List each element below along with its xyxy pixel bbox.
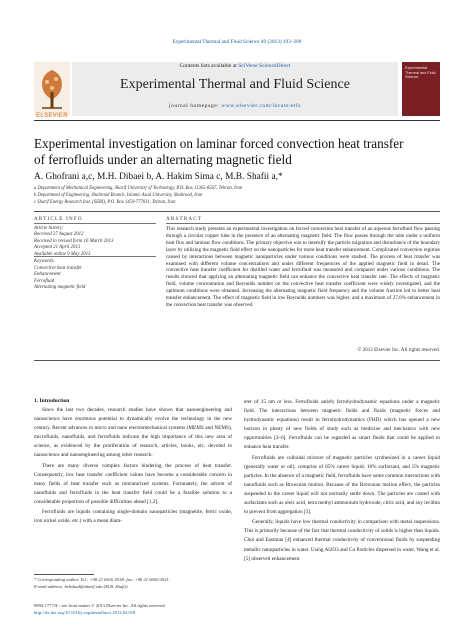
- contents-prefix: Contents lists available at: [179, 63, 239, 69]
- author-list: A. Ghofrani a,c, M.H. Dibaei b, A. Hakim Sima c, M.B. Shafii a,*: [34, 172, 283, 182]
- history-received: Received 27 August 2012: [34, 232, 84, 238]
- homepage-link[interactable]: www.elsevier.com/locate/etfs: [221, 103, 301, 109]
- footnote-corresponding: * Corresponding author. Tel.: +98 21 6616 5538; fax: +98 21 6600 0021.: [34, 577, 170, 582]
- footnote-email: E-mail address: behshad@sharif.edu (M.B. Shafii).: [34, 583, 129, 589]
- homepage-prefix: journal homepage:: [169, 103, 222, 109]
- body-paragraph: There are many diverse complex factors hindering the process of heat transfer. Consequently, low heat transfer coefficient values have become a considerable concern in many fields of heat transfer such as miniaturized systems. Fortunately, the advent of nanofluids and ferrofluids in the heat transfer field could be a feasible solution to a considerable proportion of possible difficulties ahead [1,2].: [34, 462, 232, 505]
- footnotes: [34, 577, 232, 590]
- sciencedirect-link[interactable]: SciVerse ScienceDirect: [238, 63, 291, 69]
- publisher-name: ELSEVIER: [36, 113, 68, 119]
- left-column: [34, 406, 232, 526]
- keyword-item: Convective heat transfer: [34, 266, 83, 271]
- affiliation-divider: [34, 211, 440, 212]
- affiliations: [34, 186, 440, 206]
- affiliation-b: b Department of Engineering, Shahrood Branch, Islamic Azad University, Shahrood, Iran: [34, 192, 203, 198]
- article-info-rule: [34, 223, 156, 224]
- keywords-label: Keywords:: [34, 259, 56, 264]
- journal-homepage: [72, 103, 398, 109]
- article-title: [34, 136, 440, 167]
- keyword-item: Ferrofluid: [34, 278, 55, 284]
- elsevier-logo: [34, 62, 70, 116]
- section-heading-introduction: 1. Introduction: [34, 398, 70, 404]
- history-label: Article history:: [34, 226, 64, 231]
- history-accepted: Accepted 21 April 2013: [34, 245, 81, 251]
- body-paragraph: Since the last two decades, research studies have shown that nanoengineering and nanoscience have enormous potential to dynamically evolve the technology in the new century. Recent advances in micro and nano electromechanical systems (MEMS and NEMS), microfluids, nanofluids, and ferrofluids indicate the high importance of this new area of science, as evidenced by the proliferation of research, articles, books, etc. devoted to nanoscience and nanoengineering among other research.: [34, 407, 232, 459]
- footnote-rule: [34, 574, 94, 575]
- doi-link[interactable]: http://dx.doi.org/10.1016/j.expthermflusci.2013.04.018: [34, 609, 136, 615]
- body-paragraph: Ferrofluids are liquids containing single-domain nanoparticles (magnetite, ferric oxide, iron nickel oxide, etc.) with a mean diam-: [34, 509, 232, 525]
- body-paragraph: eter of 15 nm or less. Ferrofluids satisfy ferrohydrodynamic equations under a magnetic field. The interactions between magnetic fields and fluids (magnetic forces and hydrodynamic equations) result in ferrohydrodynamics (FHD) which has opened a new horizon in plenty of new fields of study such as medicine and mechanics with new opportunities [3–6]. Ferrofluids can be regarded as smart fluids that could be applied to enhance heat transfer.: [244, 399, 440, 451]
- cover-title: Experimental Thermal and Fluid Science: [405, 66, 436, 80]
- article-info-heading: ARTICLE INFO: [34, 216, 83, 222]
- elsevier-tree-icon: [34, 62, 70, 116]
- journal-citation-link[interactable]: Experimental Thermal and Fluid Science 49 (2013) 193–200: [172, 39, 302, 45]
- keywords-list: [34, 266, 156, 292]
- right-column: [244, 398, 440, 564]
- affiliation-a: a Department of Mechanical Engineering, Sharif University of Technology, P.O. Box 11365-8567, Tehran, Iran: [34, 186, 243, 191]
- keyword-item: Alternating magnetic field: [34, 285, 86, 291]
- abstract-text: This research study presents an experimental investigation on forced convection heat transfer of an aqueous ferrofluid flow passing through a circular copper tube in the presence of an alternating magnetic field. The flow passes through the tube under a uniform heat flux and laminar flow conditions. The primary objective was to intensify the particle migration and disturbance of the boundary layer by utilizing the magnetic field effect on the nanoparticles for more heat transfer enhancement. Complicated convection regimes caused by interactions between magnetic nanoparticles under various conditions were studied. The process of heat transfer was examined with different volume concentrations and under different frequencies of the applied magnetic field in detail. The convective heat transfer coefficient for distilled water and ferrofluid was measured and compared under various conditions. The results showed that applying an alternating magnetic field can enhance the convective heat transfer rate. The effects of magnetic field, volume concentration and Reynolds number on the convective heat transfer coefficient were widely investigated, and the optimum conditions were obtained. Increasing the alternating magnetic field frequency and the volume fraction led to better heat transfer enhancement. The effect of magnetic field in low Reynolds numbers was higher, and a maximum of 27.6% enhancement in the convection heat transfer was observed.: [166, 226, 440, 308]
- contents-line: [72, 63, 398, 69]
- history-online: Available online 9 May 2013: [34, 251, 91, 257]
- history-revised: Received in revised form 16 March 2013: [34, 238, 114, 244]
- issn-line: 0894-1777/$ - see front matter © 2013 Elsevier Inc. All rights reserved.: [34, 603, 166, 608]
- abstract-copyright: © 2013 Elsevier Inc. All rights reserved.: [357, 347, 440, 353]
- journal-name: Experimental Thermal and Fluid Science: [120, 77, 350, 92]
- abstract-heading: ABSTRACT: [166, 216, 203, 222]
- body-paragraph: Generally, liquids have low thermal conductivity in comparison with metal suspensions. This is primarily because of the fact that thermal conductivity of solids is higher than liquids. Choi and Eastman [4] enhanced thermal conductivity of conventional fluids by suspending metallic nanoparticles in water. Using Al2O3 and Cu Particles dispersed in water, Wang et al. [5] observed enhancement: [244, 519, 440, 562]
- title-line-2: of ferrofluids under an alternating magnetic field: [34, 151, 292, 167]
- journal-cover-thumbnail: [402, 62, 440, 116]
- citation-line: [0, 39, 474, 45]
- abstract-rule: [166, 223, 440, 224]
- keywords-rule: [34, 256, 156, 257]
- article-history: [34, 226, 156, 258]
- keyword-item: Enhancement: [34, 272, 61, 278]
- header-divider: [34, 120, 440, 121]
- publication-info: [34, 603, 232, 616]
- title-line-1: Experimental investigation on laminar forced convection heat transfer: [34, 136, 404, 151]
- affiliation-c: c Sharif Energy Research Inst. (SERI), P.O. Box 1459-777611, Tehran, Iran: [34, 199, 176, 205]
- body-paragraph: Ferrofluids are colloidal mixture of magnetic particles synthesized in a career liquid (generally water or oil), comprise of 85% career liquid, 10% surfactant, and 5% magnetic particles. In the absence of a magnetic field, ferrofluids have some common interactions with nanofluids such as Brownian motion. Because of the Brownian motion effect, the particles suspended in the career liquid will not normally settle down. The particles are coated with surfactants such as oleic acid, tetra methyl ammonium hydroxide, citric acid, and soy lecithin to prevent from aggregation [3].: [244, 454, 440, 516]
- abstract-end-rule: [34, 360, 440, 361]
